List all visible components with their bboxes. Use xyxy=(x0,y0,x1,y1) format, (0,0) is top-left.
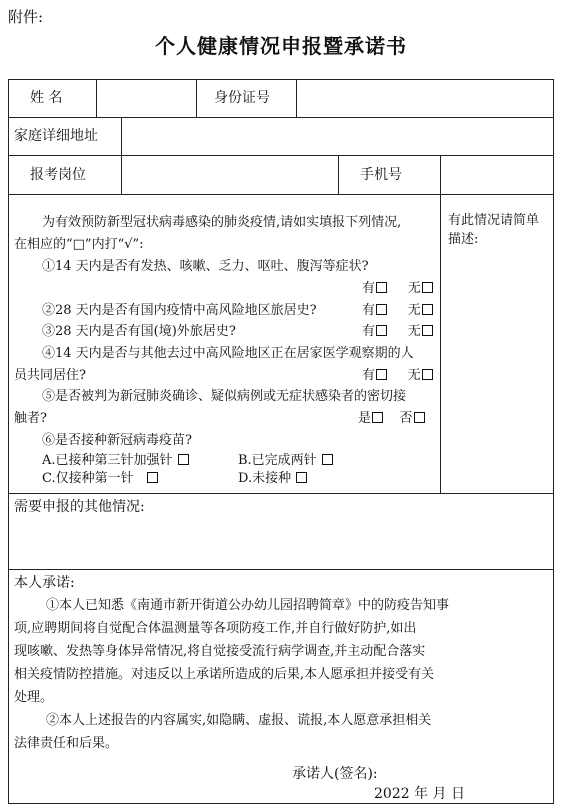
other-situations-field[interactable] xyxy=(9,518,553,568)
question-5: 触者? xyxy=(14,411,47,426)
date-line: 2022 年 月 日 xyxy=(374,786,465,802)
position-field[interactable] xyxy=(122,156,337,193)
promise-text: 相关疫情防控措施。对违反以上承诺所造成的后果,本人愿承担并接受有关 xyxy=(14,667,435,682)
phone-label: 手机号 xyxy=(360,167,402,183)
row-divider xyxy=(8,569,554,570)
attachment-label: 附件: xyxy=(8,8,44,26)
vaccine-option-b: B.已完成两针 xyxy=(238,450,333,472)
question-5: ⑤是否被判为新冠肺炎确诊、疑似病例或无症状感染者的密切接 xyxy=(42,389,407,404)
option-a-checkbox[interactable] xyxy=(178,454,189,465)
q3-no-checkbox[interactable] xyxy=(422,325,433,336)
option-b-checkbox[interactable] xyxy=(322,454,333,465)
address-field[interactable] xyxy=(122,118,553,154)
vaccine-option-a: A.已接种第三针加强针 xyxy=(42,450,189,472)
vaccine-option-c: C.仅接种第一针 xyxy=(42,468,158,490)
option-c-checkbox[interactable] xyxy=(147,472,158,483)
promise-label: 本人承诺: xyxy=(14,575,75,591)
q1-yes-checkbox[interactable] xyxy=(376,282,387,293)
name-label: 姓 名 xyxy=(30,90,63,106)
position-label: 报考岗位 xyxy=(30,167,86,183)
q5-no-checkbox[interactable] xyxy=(414,412,425,423)
q4-no-checkbox[interactable] xyxy=(422,369,433,380)
option-d-checkbox[interactable] xyxy=(296,472,307,483)
other-situations-label: 需要申报的其他情况: xyxy=(14,499,145,515)
q2-answer: 有 无 xyxy=(362,300,433,322)
id-number-label: 身份证号 xyxy=(214,90,270,106)
signature-field[interactable] xyxy=(420,760,540,782)
q4-yes-checkbox[interactable] xyxy=(376,369,387,380)
q1-answer: 有 无 xyxy=(362,278,433,300)
q2-no-checkbox[interactable] xyxy=(422,304,433,315)
q5-yes-checkbox[interactable] xyxy=(372,412,383,423)
row-divider xyxy=(8,194,554,195)
col-divider xyxy=(196,79,197,117)
row-divider xyxy=(8,493,554,494)
signer-label: 承诺人(签名): xyxy=(292,766,378,782)
q4-answer: 有 无 xyxy=(362,365,433,387)
question-6: ⑥是否接种新冠病毒疫苗? xyxy=(42,433,192,448)
id-number-field[interactable] xyxy=(297,80,553,116)
question-4: 员共同居住? xyxy=(14,368,86,383)
intro-text: 为有效预防新型冠状病毒感染的肺炎疫情,请如实填报下列情况, xyxy=(42,215,402,230)
phone-field[interactable] xyxy=(441,156,553,193)
name-field[interactable] xyxy=(97,80,195,116)
question-2: ②28 天内是否有国内疫情中高风险地区旅居史? xyxy=(42,303,317,318)
question-1: ①14 天内是否有发热、咳嗽、乏力、呕吐、腹泻等症状? xyxy=(42,259,369,274)
question-3: ③28 天内是否有国(境)外旅居史? xyxy=(42,324,236,339)
form-title: 个人健康情况申报暨承诺书 xyxy=(155,34,407,58)
promise-text: 项,应聘期间将自觉配合体温测量等各项防疫工作,并自行做好防护,如出 xyxy=(14,621,417,636)
promise-text: ②本人上述报告的内容属实,如隐瞒、虚报、谎报,本人愿意承担相关 xyxy=(46,713,432,728)
address-label: 家庭详细地址 xyxy=(14,128,98,144)
col-divider xyxy=(338,155,339,194)
intro-text: 在相应的“□”内打“√”: xyxy=(14,237,144,252)
q5-answer: 是 否 xyxy=(358,408,425,430)
q2-yes-checkbox[interactable] xyxy=(376,304,387,315)
promise-text: 法律责任和后果。 xyxy=(14,736,119,751)
question-4: ④14 天内是否与其他去过中高风险地区正在居家医学观察期的人 xyxy=(42,346,414,361)
promise-text: 现咳嗽、发热等身体异常情况,将自觉接受流行病学调查,并主动配合落实 xyxy=(14,644,426,659)
promise-text: 处理。 xyxy=(14,690,54,705)
q1-no-checkbox[interactable] xyxy=(422,282,433,293)
side-note-label: 有此情况请简单描述: xyxy=(448,213,540,247)
q3-answer: 有 无 xyxy=(362,321,433,343)
q3-yes-checkbox[interactable] xyxy=(376,325,387,336)
vaccine-option-d: D.未接种 xyxy=(238,468,307,490)
promise-text: ①本人已知悉《南通市新开街道公办幼儿园招聘简章》中的防疫告知事 xyxy=(46,598,450,613)
side-note-field[interactable] xyxy=(441,250,553,490)
